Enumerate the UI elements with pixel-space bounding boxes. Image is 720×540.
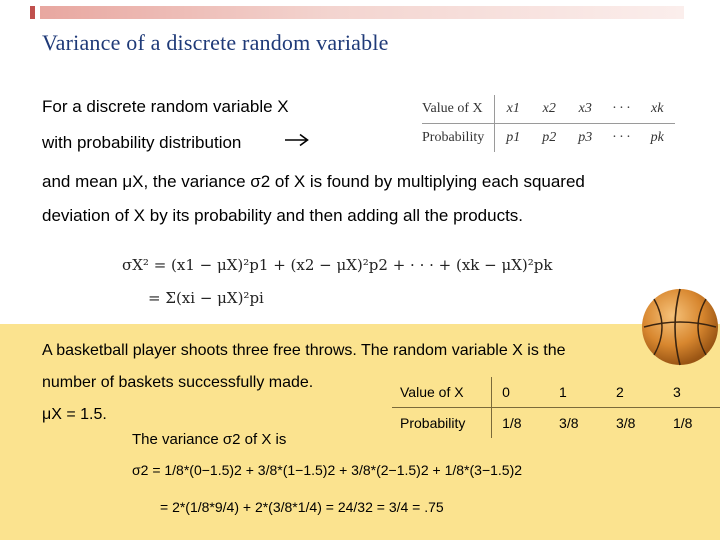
probability-cell: 3/8 [559,415,579,431]
value-cell: x1 [495,95,532,124]
value-cell: 0 [492,377,549,408]
row-label-value: Value of X [392,377,492,408]
variance-calculation-2: = 2*(1/8*9/4) + 2*(3/8*1/4) = 24/32 = 3/4 = .75 [160,499,444,515]
value-cell: 3 [663,377,720,408]
intro-line-4: deviation of X by its probability and then adding all the products. [42,206,524,225]
table-row [422,124,675,153]
table-row [392,377,720,408]
row-label-probability: Probability [392,408,492,439]
intro-line-1: For a discrete random variable X [42,97,289,116]
probability-cell: p1 [506,130,521,145]
probability-cell: · · · [612,130,630,145]
table-row [392,408,720,439]
header-accent-bar [30,6,684,19]
basketball-distribution-table [392,377,720,438]
probability-cell: p3 [578,130,593,145]
right-arrow-icon [284,133,310,147]
distribution-table [422,95,675,152]
probability-cell: pk [650,130,664,145]
value-cell: xk [639,95,675,124]
intro-line-2: with probability distribution [42,133,242,152]
value-cell: 1 [549,377,606,408]
variance-formula-line-2: = Σ(xi − μX)²pi [148,289,264,307]
slide-title: Variance of a discrete random variable [42,30,389,55]
probability-cell: 3/8 [616,415,636,431]
row-label-probability: Probability [422,124,495,153]
probability-cell: 1/8 [502,415,522,431]
example-mean: μX = 1.5. [42,406,107,423]
probability-cell: 1/8 [672,415,693,431]
row-label-value: Value of X [422,95,495,124]
basketball-image [640,287,720,367]
variance-formula-line-1: σX² = (x1 − μX)²p1 + (x2 − μX)²p2 + · · · + (xk − μX)²pk [122,256,553,274]
value-cell: x2 [531,95,567,124]
value-cell: · · · [603,95,639,124]
gradient-bar [40,6,684,19]
intro-line-3: and mean μX, the variance σ2 of X is found by multiplying each squared [42,172,585,191]
variance-calculation-1: σ2 = 1/8*(0−1.5)2 + 3/8*(1−1.5)2 + 3/8*(2−1.5)2 + 1/8*(3−1.5)2 [132,462,523,478]
table-row [422,95,675,124]
probability-cell: p2 [542,130,557,145]
value-cell: x3 [567,95,603,124]
accent-block [30,6,35,19]
example-line-2: number of baskets successfully made. [42,374,314,391]
value-cell: 2 [606,377,663,408]
variance-label: The variance σ2 of X is [132,431,287,448]
example-line-1: A basketball player shoots three free throws. The random variable X is the [42,342,566,359]
